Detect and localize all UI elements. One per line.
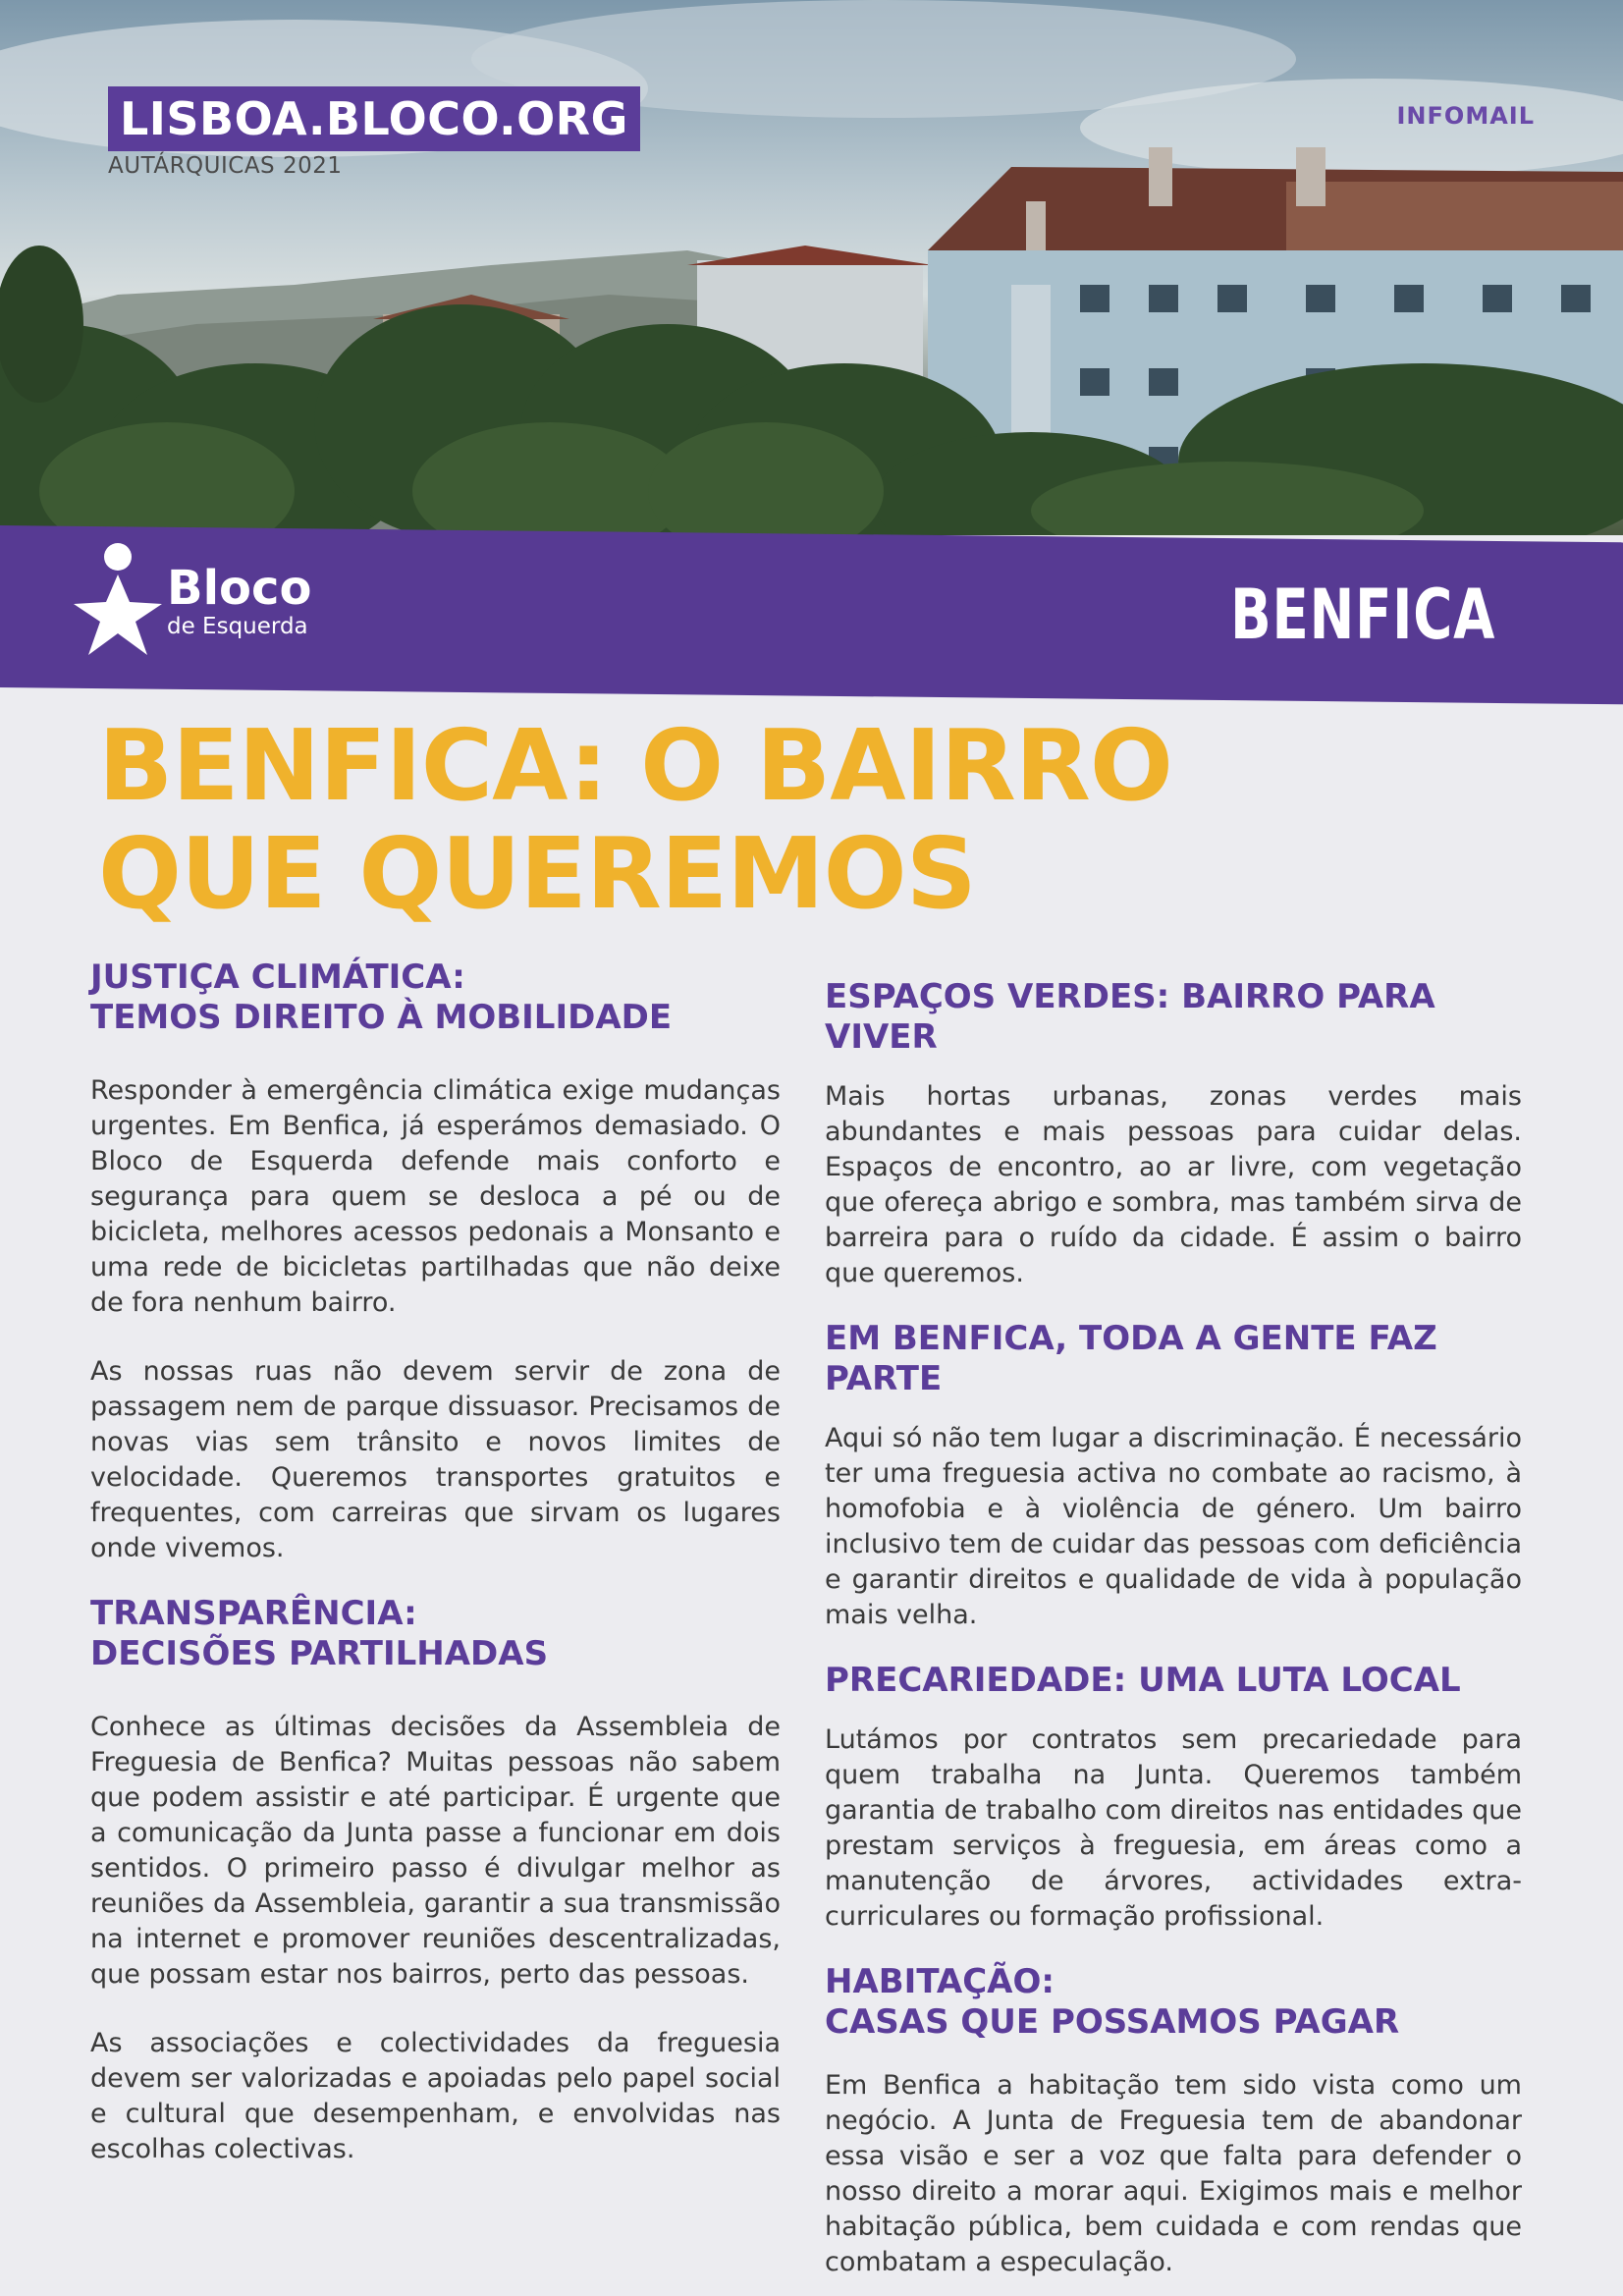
paragraph: Lutámos por contratos sem precariedade para quem trabalha na Junta. Queremos também garantia de trabalho com direitos nas entidades que prestam serviços à freguesia, em áreas como a manutenção de árvores, actividades extra-curriculares ou formação profissional. <box>825 1724 1522 1932</box>
cityscape-illustration <box>0 0 1623 535</box>
logo-name: Bloco <box>167 561 312 616</box>
campaign-label: AUTÁRQUICAS 2021 <box>108 153 343 179</box>
bloco-logo <box>69 535 344 663</box>
paragraph: Aqui só não tem lugar a discriminação. É necessário ter uma freguesia activa no combate ao racismo, à homofobia e à violência de género. Um bairro inclusivo tem de cuidar das pessoas com deficiência e garantir direitos e qualidade de vida à população mais velha. <box>825 1423 1522 1630</box>
section-heading <box>825 1661 1522 1701</box>
section-espacos-verdes <box>825 977 1522 1291</box>
section-precariedade <box>825 1661 1522 1935</box>
title-line-2: QUE QUEREMOS <box>98 816 976 931</box>
heading-line: HABITAÇÃO: <box>825 1962 1055 2001</box>
section-heading <box>825 977 1522 1058</box>
paragraph: As nossas ruas não devem servir de zona de passagem nem de parque dissuasor. Precisamos de novas vias sem trânsito e novos limites de velocidade. Queremos transportes gratuitos e frequentes, com carreiras que sirvam os lugares onde vivemos. <box>90 1356 781 1563</box>
heading-line: CASAS QUE POSSAMOS PAGAR <box>825 2002 1400 2042</box>
page-title <box>98 708 1178 931</box>
right-column <box>825 977 1522 2280</box>
heading-line: PRECARIEDADE: UMA LUTA LOCAL <box>825 1661 1461 1700</box>
heading-line: TEMOS DIREITO À MOBILIDADE <box>90 998 673 1037</box>
heading-line: ESPAÇOS VERDES: BAIRRO PARA VIVER <box>825 977 1435 1057</box>
title-line-1: BENFICA: O BAIRRO <box>98 708 1172 823</box>
left-column <box>90 957 781 2167</box>
infomail-label: INFOMAIL <box>1396 102 1535 130</box>
paragraph: As associações e colectividades da freguesia devem ser valorizadas e apoiadas pelo papel social e cultural que desempenham, e envolvidas nas escolhas colectivas. <box>90 2028 781 2164</box>
section-heading <box>825 1962 1522 2043</box>
heading-line: TRANSPARÊNCIA: <box>90 1594 417 1633</box>
paragraph: Responder à emergência climática exige mudanças urgentes. Em Benfica, já esperámos demasiado. O Bloco de Esquerda defende mais conforto e segurança para quem se desloca a pé ou de bicicleta, melhores acessos pedonais a Monsanto e uma rede de bicicletas partilhadas que não deixe de fora nenhum bairro. <box>90 1075 781 1318</box>
section-transparencia <box>90 1594 781 2167</box>
logo-subtitle: de Esquerda <box>167 614 308 639</box>
section-habitacao <box>825 1962 1522 2280</box>
district-name: BENFICA <box>1229 574 1495 655</box>
section-heading <box>90 1594 781 1674</box>
section-toda-a-gente <box>825 1319 1522 1633</box>
paragraph: Em Benfica a habitação tem sido vista como um negócio. A Junta de Freguesia tem de abandonar essa visão e ser a voz que falta para defender o nosso direito a morar aqui. Exigimos mais e melhor habitação pública, bem cuidada e com rendas que combatam a especulação. <box>825 2070 1522 2277</box>
paragraph: Mais hortas urbanas, zonas verdes mais abundantes e mais pessoas para cuidar delas. Espaços de encontro, ao ar livre, com vegetação que ofereça abrigo e sombra, mas também sirva de barreira para o ruído da cidade. É assim o bairro que queremos. <box>825 1081 1522 1288</box>
section-justica-climatica <box>90 957 781 1566</box>
section-heading <box>90 957 781 1038</box>
paragraph: Conhece as últimas decisões da Assembleia de Freguesia de Benfica? Muitas pessoas não sabem que podem assistir e até participar. É urgente que a comunicação da Junta passe a funcionar em dois sentidos. O primeiro passo é divulgar melhor as reuniões da Assembleia, garantir a sua transmissão na internet e promover reuniões descentralizadas, que possam estar nos bairros, perto das pessoas. <box>90 1712 781 1990</box>
hero-photo <box>0 0 1623 535</box>
star-figure-icon <box>69 535 167 663</box>
heading-line: DECISÕES PARTILHADAS <box>90 1634 549 1673</box>
site-url-badge[interactable]: LISBOA.BLOCO.ORG <box>108 86 640 151</box>
heading-line: JUSTIÇA CLIMÁTICA: <box>90 957 465 997</box>
heading-line: EM BENFICA, TODA A GENTE FAZ PARTE <box>825 1319 1437 1398</box>
section-heading <box>825 1319 1522 1399</box>
